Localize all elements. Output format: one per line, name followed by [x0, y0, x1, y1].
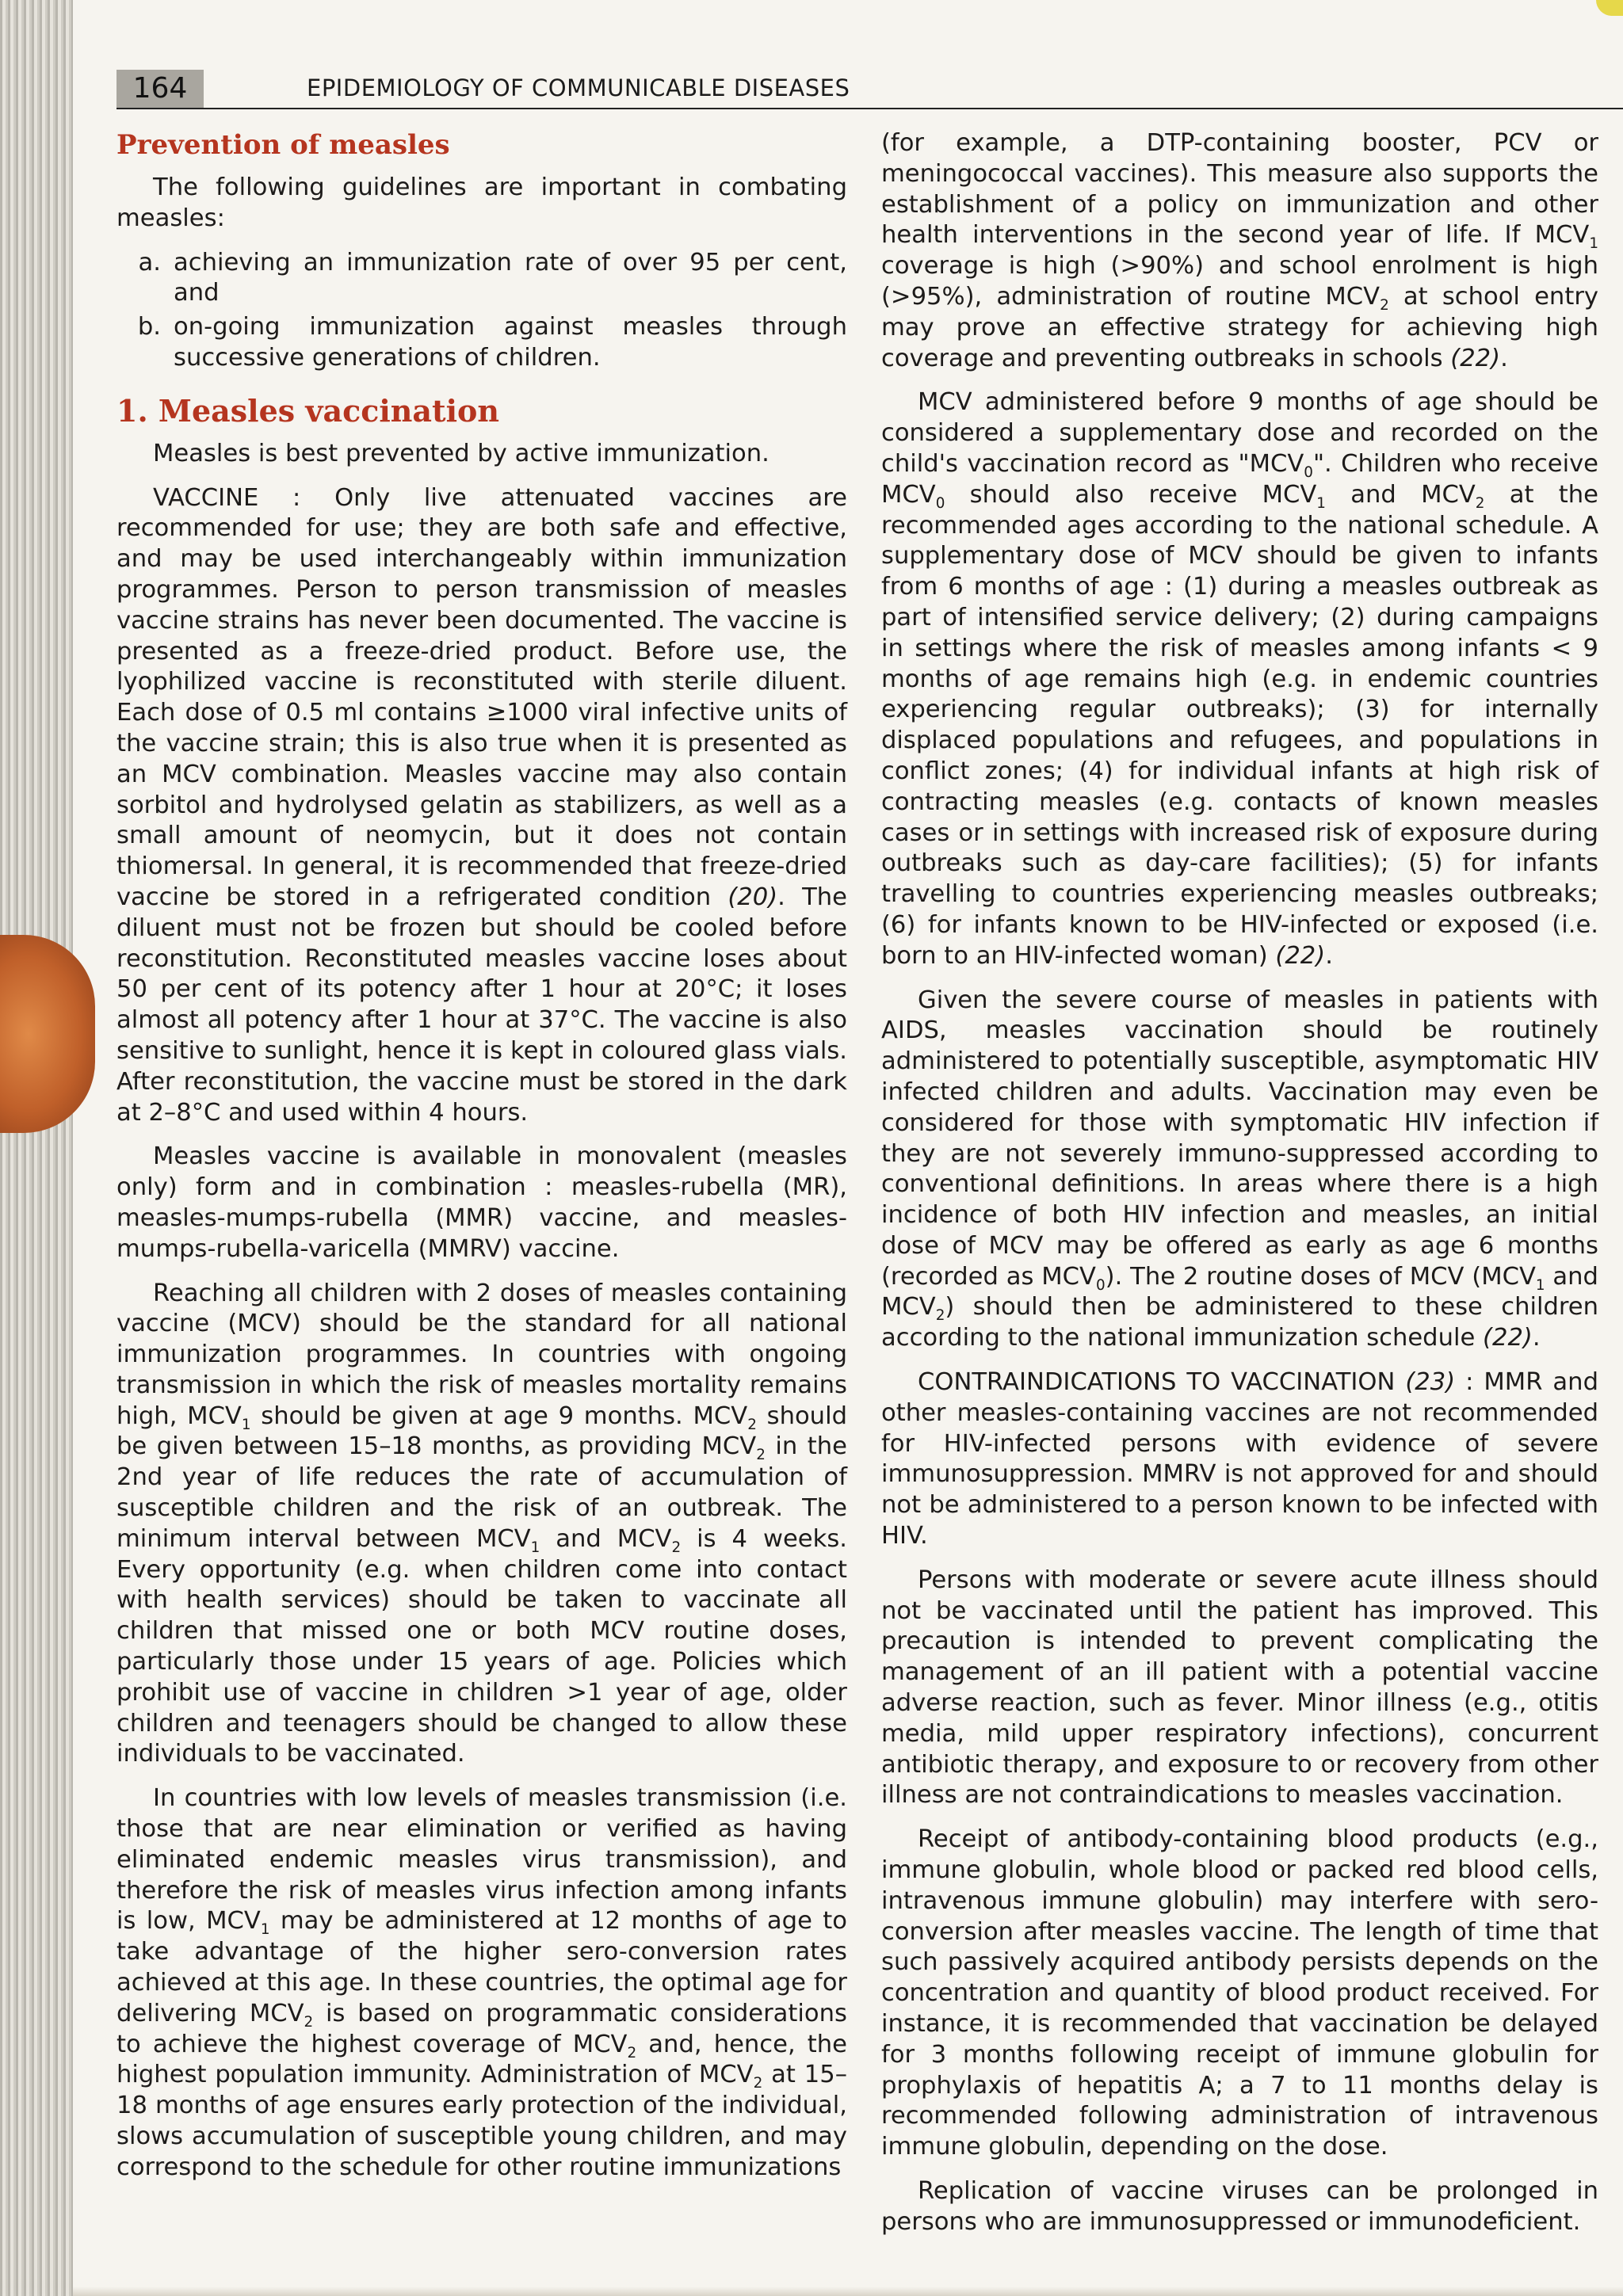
- text-run: and MCV: [881, 1262, 1598, 1322]
- guidelines-list: [116, 248, 847, 374]
- subscript: 2: [753, 2075, 763, 2092]
- paragraph-two-doses: [116, 1279, 847, 1771]
- left-column: [116, 128, 847, 2197]
- text-run: In countries with low levels of measles transmission (i.e. those that are near elimination or verified as having eliminated endemic measles virus transmission), and therefore the risk of measles virus infection among infants is low, MCV: [116, 1784, 847, 1936]
- subscript: 2: [671, 1539, 682, 1556]
- paragraph-contraindications: [881, 1367, 1598, 1552]
- text-run: in the 2nd year of life reduces the rate of accumulation of susceptible children and the risk of an outbreak. The minimum interval between MCV: [116, 1432, 847, 1553]
- text-run: and, hence, the highest population immunity. Administration of MCV: [116, 2030, 847, 2089]
- text-run: VACCINE : Only live attenuated vaccines are recommended for use; they are both safe and effective, and may be used interchangeably within immunization programmes. Person to person transmission of measles vaccine strains has never been documented. The vaccine is presented as a freeze-dried product. Before use, the lyophilized vaccine is reconstituted with sterile diluent. Each dose of 0.5 ml contains ≥1000 viral infective units of the vaccine strain; this is also true when it is presented as an MCV combination. Measles vaccine may also contain sorbitol and hydrolysed gelatin as stabilizers, as well as a small amount of neomycin, but it does not contain thiomersal. In general, it is recommended that freeze-dried vaccine be stored in a refrigerated condition: [116, 483, 847, 911]
- text-run: MCV administered before 9 months of age should be considered a supplementary dose and recorded on the child's vaccination record as "MCV: [881, 388, 1598, 478]
- subscript: 1: [1589, 235, 1598, 253]
- text-run: is 4 weeks. Every opportunity (e.g. when children come into contact with health services) should be taken to vaccinate all children that missed one or both MCV routine doses, particularly those under 15 years of age. Policies which prohibit use of vaccine in children >1 year of age, older children and teenagers should be changed to allow these individuals to be vaccinated.: [116, 1524, 847, 1768]
- text-run: at the recommended ages according to the national schedule. A supplementary dose of MCV should be given to infants from 6 months of age : (1) during a measles outbreak as part of intensified service delivery; (2) during campaigns in settings where the risk of measles among infants < 9 months of age remains high (e.g. in endemic countries experiencing regular outbreaks); (3) for internally displaced populations and refugees, and populations in conflict zones; (4) for individual infants at high risk of contracting measles (e.g. contacts of known measles cases or in settings with increased risk of exposure during outbreaks such as day-care facilities); (5) for infants travelling to countries experiencing measles outbreaks; (6) for infants known to be HIV-infected or exposed (i.e. born to an HIV-infected woman): [881, 480, 1598, 970]
- paragraph-intro: The following guidelines are important in combating measles:: [116, 174, 847, 232]
- subscript: 0: [1095, 1276, 1106, 1294]
- page-number: 164: [116, 70, 204, 108]
- text-run: ". Children who receive MCV: [881, 449, 1598, 509]
- text-run: Given the severe course of measles in patients with AIDS, measles vaccination should be routinely administered to potentially susceptible, asymptomatic HIV infected children and adults. Vaccination may even be considered for those with symptomatic HIV infection if they are not severely immuno-suppressed according to conventional definitions. In areas where there is a high incidence of both HIV infection and measles, an initial dose of MCV may be offered as early as age 6 months (recorded as MCV: [881, 986, 1598, 1291]
- text-run: at school entry may prove an effective strategy for achieving high coverage and preventing outbreaks in schools: [881, 282, 1598, 372]
- page-bottom-edge: [73, 2286, 1623, 2296]
- running-head: EPIDEMIOLOGY OF COMMUNICABLE DISEASES: [307, 74, 850, 101]
- list-item: [116, 248, 847, 310]
- paragraph-before-9-months: [881, 387, 1598, 971]
- subscript: 2: [935, 1307, 945, 1325]
- text-run: .: [1325, 941, 1333, 970]
- list-text: achieving an immunization rate of over 95 per cent, and: [174, 248, 847, 307]
- thumb-image: [0, 935, 95, 1133]
- section-title-prevention: Prevention of measles: [116, 129, 450, 161]
- paragraph-replication: Replication of vaccine viruses can be prolonged in persons who are immunosuppressed or immunodeficient.: [881, 2177, 1598, 2236]
- subscript: 0: [1304, 464, 1313, 482]
- page-header: [116, 62, 1598, 111]
- paragraph-active-immunization: Measles is best prevented by active immunization.: [153, 439, 769, 467]
- text-run: should be given at age 9 months. MCV: [250, 1402, 748, 1430]
- citation-ref: (22): [1483, 1324, 1533, 1352]
- paragraph-continued: [881, 128, 1598, 374]
- subscript: 2: [1380, 297, 1389, 315]
- text-run: should also receive MCV: [945, 480, 1317, 509]
- paragraph-blood-products: Receipt of antibody-containing blood products (e.g., immune globulin, whole blood or packed red blood cells, intravenous immune globulin) may interfere with sero-conversion after measles vaccine. The length of time that such passively acquired antibody persists depends on the concentration and quantity of blood product received. For instance, it is recommended that vaccination be delayed for 3 months following receipt of immune globulin for prophylaxis of hepatitis A; a 7 to 11 months delay is recommended following administration of intravenous immune globulin, depending on the dose.: [881, 1825, 1598, 2161]
- paragraph-aids: [881, 986, 1598, 1355]
- subscript: 1: [260, 1921, 270, 1939]
- citation-ref: (20): [727, 883, 778, 911]
- right-column: [881, 128, 1598, 2252]
- book-page: [73, 0, 1623, 2296]
- text-run: .: [1500, 344, 1508, 372]
- text-run: may be administered at 12 months of age to take advantage of the higher sero-conversion rates achieved at this age. In these countries, the optimal age for delivering MCV: [116, 1907, 847, 2027]
- subscript: 1: [530, 1539, 540, 1556]
- subscript: 2: [627, 2044, 637, 2061]
- text-run: is based on programmatic considerations to achieve the highest coverage of MCV: [116, 1999, 847, 2058]
- book-spine: [0, 0, 73, 2296]
- text-run: and MCV: [1325, 480, 1476, 509]
- citation-ref: (23): [1405, 1368, 1456, 1397]
- header-rule: [116, 108, 1623, 109]
- text-run: ) should then be administered to these children according to the national immunization schedule: [881, 1293, 1598, 1352]
- subscript: 1: [1316, 494, 1326, 512]
- citation-ref: (22): [1450, 344, 1501, 372]
- paragraph-acute-illness: Persons with moderate or severe acute illness should not be vaccinated until the patient has improved. This precaution is intended to prevent complicating the management of an ill patient with a potential vaccine adverse reaction, such as fever. Minor illness (e.g., otitis media, mild upper respiratory infections), concurrent antibiotic therapy, and exposure to or recovery from other illness are not contraindications to measles vaccination.: [881, 1566, 1598, 1810]
- text-run: coverage is high (>90%) and school enrolment is high (>95%), administration of routine MCV: [881, 252, 1598, 311]
- text-run: : MMR and other measles-containing vaccines are not recommended for HIV-infected persons with evidence of severe immunosuppression. MMRV is not approved for and should not be administered to a person known to be infected with HIV.: [881, 1368, 1598, 1550]
- paragraph-vaccine-forms: Measles vaccine is available in monovalent (measles only) form and in combination : measles-rubella (MR), measles-mumps-rubella (MMR) vaccine, and measles-mumps-rubella-varicella (MMRV) vaccine.: [116, 1142, 847, 1263]
- subscript: 2: [747, 1416, 757, 1433]
- list-marker: b.: [137, 313, 161, 341]
- subscript: 0: [935, 494, 945, 512]
- text-run: CONTRAINDICATIONS TO VACCINATION: [918, 1368, 1406, 1397]
- subscript: 1: [241, 1416, 251, 1433]
- paragraph-vaccine: [116, 483, 847, 1129]
- text-run: and MCV: [540, 1524, 672, 1553]
- citation-ref: (22): [1275, 941, 1326, 970]
- list-item: [116, 312, 847, 374]
- text-run: (for example, a DTP-containing booster, PCV or meningococcal vaccines). This measure also supports the establishment of a policy on immunization and other health interventions in the second year of life. If MCV: [881, 129, 1598, 250]
- paragraph-low-transmission: [116, 1783, 847, 2183]
- page-corner-tab: [1596, 0, 1623, 16]
- list-text: on-going immunization against measles through successive generations of children.: [174, 313, 847, 372]
- list-marker: a.: [138, 248, 161, 277]
- section-title-vaccination: 1. Measles vaccination: [116, 392, 500, 429]
- text-run: ). The 2 routine doses of MCV (MCV: [1105, 1262, 1536, 1291]
- text-run: should be given between 15–18 months, as providing MCV: [116, 1402, 847, 1461]
- subscript: 1: [1535, 1276, 1545, 1294]
- text-run: at 15–18 months of age ensures early protection of the individual, slows accumulation of susceptible young children, and may correspond to the schedule for other routine immunizations: [116, 2061, 847, 2181]
- subscript: 2: [1475, 494, 1485, 512]
- text-run: . The diluent must not be frozen but should be cooled before reconstitution. Reconstituted measles vaccine loses about 50 per cent of its potency after 1 hour at 20°C; it loses almost all potency after 1 hour at 37°C. The vaccine is also sensitive to sunlight, hence it is kept in coloured glass vials. After reconstitution, the vaccine must be stored in the dark at 2–8°C and used within 4 hours.: [116, 883, 847, 1127]
- subscript: 2: [756, 1447, 766, 1464]
- text-run: Reaching all children with 2 doses of measles containing vaccine (MCV) should be the standard for all national immunization programmes. In countries with ongoing transmission in which the risk of measles mortality remains high, MCV: [116, 1279, 847, 1430]
- text-run: .: [1532, 1324, 1541, 1352]
- subscript: 2: [304, 2013, 314, 2031]
